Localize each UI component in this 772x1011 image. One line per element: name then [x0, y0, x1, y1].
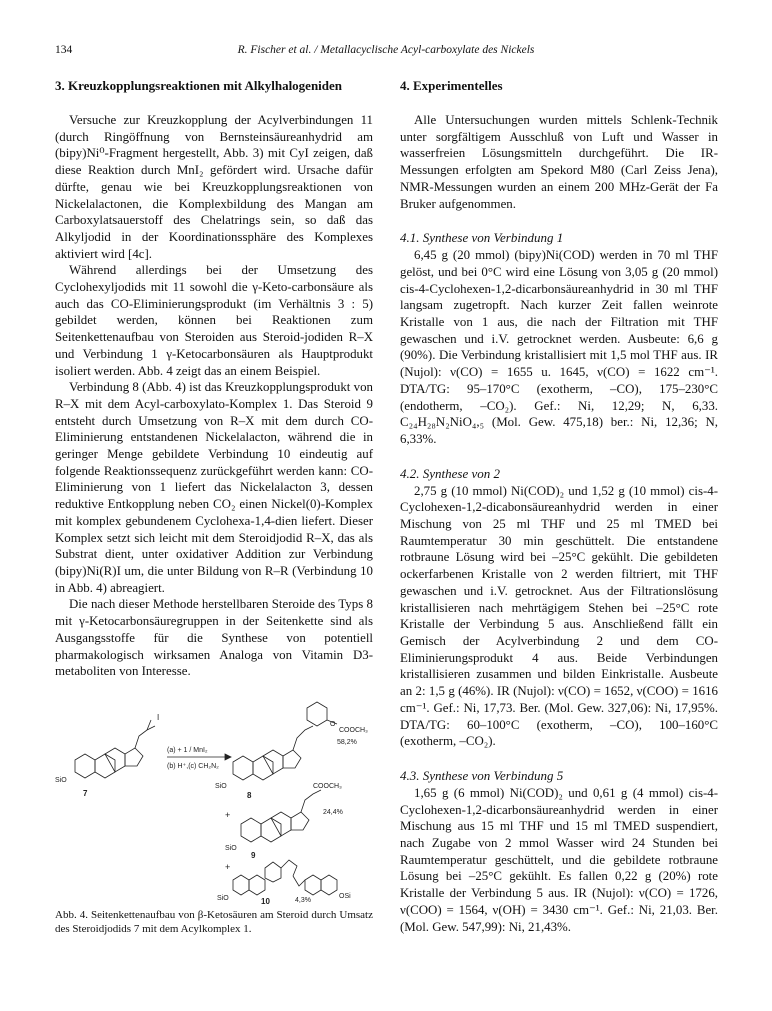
- section-heading-3: 3. Kreuzkopplungsreaktionen mit Alkylhalogeniden: [55, 78, 343, 93]
- label-sio-9: SiO: [225, 844, 237, 852]
- label-sio-10: SiO: [217, 894, 229, 902]
- paragraph: Die nach dieser Methode herstellbaren Steroide des Typs 8 mit γ-Ketocarbonsäuregruppen in der Seitenkette sind als Ausgangsstoffe für die Synthese von potentiell pharmakologisch wirksamen Analoga von Vitamin D3-metaboliten von Interesse.: [55, 597, 373, 679]
- page-header: [55, 44, 717, 60]
- reagents-b: (b) H⁺,(c) CH₂N₂: [167, 762, 219, 770]
- label-9: 9: [251, 850, 256, 860]
- reagents-a: (a) + 1 / MnI₂: [167, 746, 208, 754]
- yield-10: 4,3%: [295, 896, 311, 904]
- label-osi-10: OSi: [339, 892, 351, 900]
- label-sio-7: SiO: [55, 776, 67, 784]
- right-column: [400, 78, 718, 935]
- subsection-title-4-3: 4.3. Synthese von Verbindung 5: [400, 767, 564, 783]
- yield-9: 24,4%: [323, 808, 343, 816]
- label-7: 7: [83, 788, 88, 798]
- subsection-title-4-1: 4.1. Synthese von Verbindung 1: [400, 230, 564, 246]
- label-10: 10: [261, 896, 270, 906]
- label-sio-8: SiO: [215, 782, 227, 790]
- paragraph: Verbindung 8 (Abb. 4) ist das Kreuzkopplungsprodukt von R–X mit dem Acyl-carboxylato-Komplex 1. Das Steroid 9 entsteht durch Umsetzung von R–X mit dem durch CO-Eliminierung entstandenen Nickelalacton, während die in geringer Menge gebildete Verbindung 10 eindeutig auf folgende Reaktionssequenz zurückgeführt werden kann: CO-Eliminierung von 1 liefert das Nickelalacton 3, dessen reduktive Entkopplung neben CO₂ einen Nickel(0)-Komplex mit komplex gebundenem Cyclohexa-1,4-dien liefert. Dieser Komplex setzt sich leicht mit dem Steroidjodid R–X, das als Substrat dient, unter oxidativer Addition zur Verbindung (bipy)Ni(R)I um, die unter Bildung von R–R (Verbindung 10 in Abb. 4) abreagiert.: [55, 380, 373, 595]
- section-heading-4: 4. Experimentelles: [400, 78, 503, 93]
- running-title: R. Fischer et al. / Metallacyclische Acyl-carboxylate des Nickels: [237, 44, 535, 56]
- left-column: [55, 78, 373, 934]
- intro-paragraph: Alle Untersuchungen wurden mittels Schlenk-Technik unter sorgfältigem Ausschluß von Luft und Wasser in wasserfreien Lösungsmitteln durchgeführt. Die IR-Messungen erfolgten am Spekord M80 (Carl Zeiss Jena), NMR-Messungen wurden an einem 200 MHz-Gerät der Fa Bruker aufgenommen.: [400, 113, 718, 211]
- label-i: I: [157, 712, 160, 722]
- steroid-7-structure: [75, 720, 155, 778]
- label-cooch3-8a: COOCH₃: [339, 726, 368, 734]
- steroid-8-structure: [233, 702, 337, 780]
- label-o-8: O: [330, 720, 336, 728]
- plus-9: +: [225, 809, 231, 820]
- steroid-10-structure: [233, 860, 337, 895]
- paragraph: Versuche zur Kreuzkopplung der Acylverbindungen 11 (durch Ringöffnung von Bernsteinsäureanhydrid am (bipy)Ni⁰-Fragment hergestellt, Abb. 3) mit CyI zeigen, daß diese Reaktion durch MnI₂ gefördert wird. Ursache dafür dürfte, genau wie bei Kreuzkopplungsreaktionen von Nickelalactonen, die Komplexbildung des Mangan am Carboxylatsauerstoff des Chelatrings sein, so daß das Alkyljodid in der Koordinationssphäre des Komplexes aktiviert wird [4c].: [55, 113, 373, 261]
- subsection-text-4-2: 2,75 g (10 mmol) Ni(COD)₂ und 1,52 g (10 mmol) cis-4-Cyclohexen-1,2-dicabonsäureanhydrid werden in einer Mischung von 25 ml THF und 25 ml TMED bei Raumtemperatur 30 min geschüttelt. Die entstandene rotbraune Lösung wird bei –25°C gekühlt. Die gebildeten ockerfarbenen Kristalle von 2 werden filtriert, mit THF gewaschen und i.V. getrocknet. Aus der Filtrationslösung kristallisieren nach mehrtägigem Stehen bei –25°C rote Kristalle der Verbindung 5 aus. Anschließend fällt ein Gemisch der Acylverbindung 2 und dem CO-Eliminierungsprodukt 4 aus. Beide Verbindungen kristallisieren zusammen und bilden Einkristalle. Ausbeute an 2: 1,5 g (46%). IR (Nujol): ν(CO) = 1652, ν(COO) = 1616 cm⁻¹. Gef.: Ni, 17,73. Ber. (Mol. Gew. 327,06): Ni, 17,95%. DTA/TG: 60–100°C (exotherm, –CO), 100–160°C (exotherm, –CO₂).: [400, 483, 718, 749]
- figure-4: [55, 690, 373, 934]
- paragraph: Während allerdings bei der Umsetzung des Cyclohexyljodids mit 11 sowohl die γ-Keto-carbonsäure als auch das CO-Eliminierungsprodukt (im Verhältnis 3 : 5) gebildet werden, können bei Reaktionen zum Seitenkettenaufbau von Steroiden aus Steroid-jodiden R–X und Verbindung 1 γ-Ketocarbonsäuren als Hauptprodukt isoliert werden. Abb. 4 zeigt das an einem Beispiel.: [55, 263, 373, 378]
- steroid-9-structure: [241, 790, 321, 842]
- label-8: 8: [247, 790, 252, 800]
- yield-8: 58,2%: [337, 738, 357, 746]
- page-number: 134: [55, 44, 73, 56]
- subsection-text-4-1: 6,45 g (20 mmol) (bipy)Ni(COD) werden in 70 ml THF gelöst, und bei 0°C wird eine Lösung von 3,05 g (20 mmol) cis-4-Cyclohexen-1,2-dicarbonsäureanhydrid in 30 ml THF langsam zugetropft. Nach kurzer Zeit fallen weinrote Kristalle von 1 aus, die nach der Filtration mit THF gewaschen und i.V. getrocknet werden. Ausbeute: 6,6 g (90%). Die Verbindung kristallisiert mit 1,5 mol THF aus. IR (Nujol): ν(CO) = 1655 u. 1645, ν(CO) = 1622 cm⁻¹. DTA/TG: 95–170°C (exotherm, –CO), 175–230°C (endotherm, –CO₂). Gef.: Ni, 12,29; N, 6,33. C₂₄H₂₈N₂NiO₄,₅ (Mol. Gew. 475,18) ber.: Ni, 12,36; N, 6,33%.: [400, 248, 718, 446]
- figure-caption: Abb. 4. Seitenkettenaufbau von β-Ketosäuren am Steroid durch Umsatz des Steroidjodids 7 mit dem Acylkomplex 1.: [55, 908, 373, 935]
- subsection-title-4-2: 4.2. Synthese von 2: [400, 465, 501, 481]
- subsection-text-4-3: 1,65 g (6 mmol) Ni(COD)₂ und 0,61 g (4 mmol) cis-4-Cyclohexen-1,2-dicarbonsäureanhydrid werden in einer Mischung aus 15 ml THF und 15 ml TMED suspendiert, nach Zugabe von 2 mmol Wasser wird 24 Stunden bei Raumtemperatur geschüttelt, und die gebildete rotbraune Lösung bei –25°C gekühlt. Es fallen 0,22 g (20%) rote Kristalle der Verbindung 5 aus. IR (Nujol): ν(CO) = 1726, ν(COO) = 1564, ν(OH) = 3430 cm⁻¹. Gef.: Ni, 21,03. Ber. (Mol. Gew. 547,99): Ni, 21,43%.: [400, 785, 718, 934]
- label-cooch3-8b: COOCH₃: [313, 782, 342, 790]
- plus-10: +: [225, 861, 231, 872]
